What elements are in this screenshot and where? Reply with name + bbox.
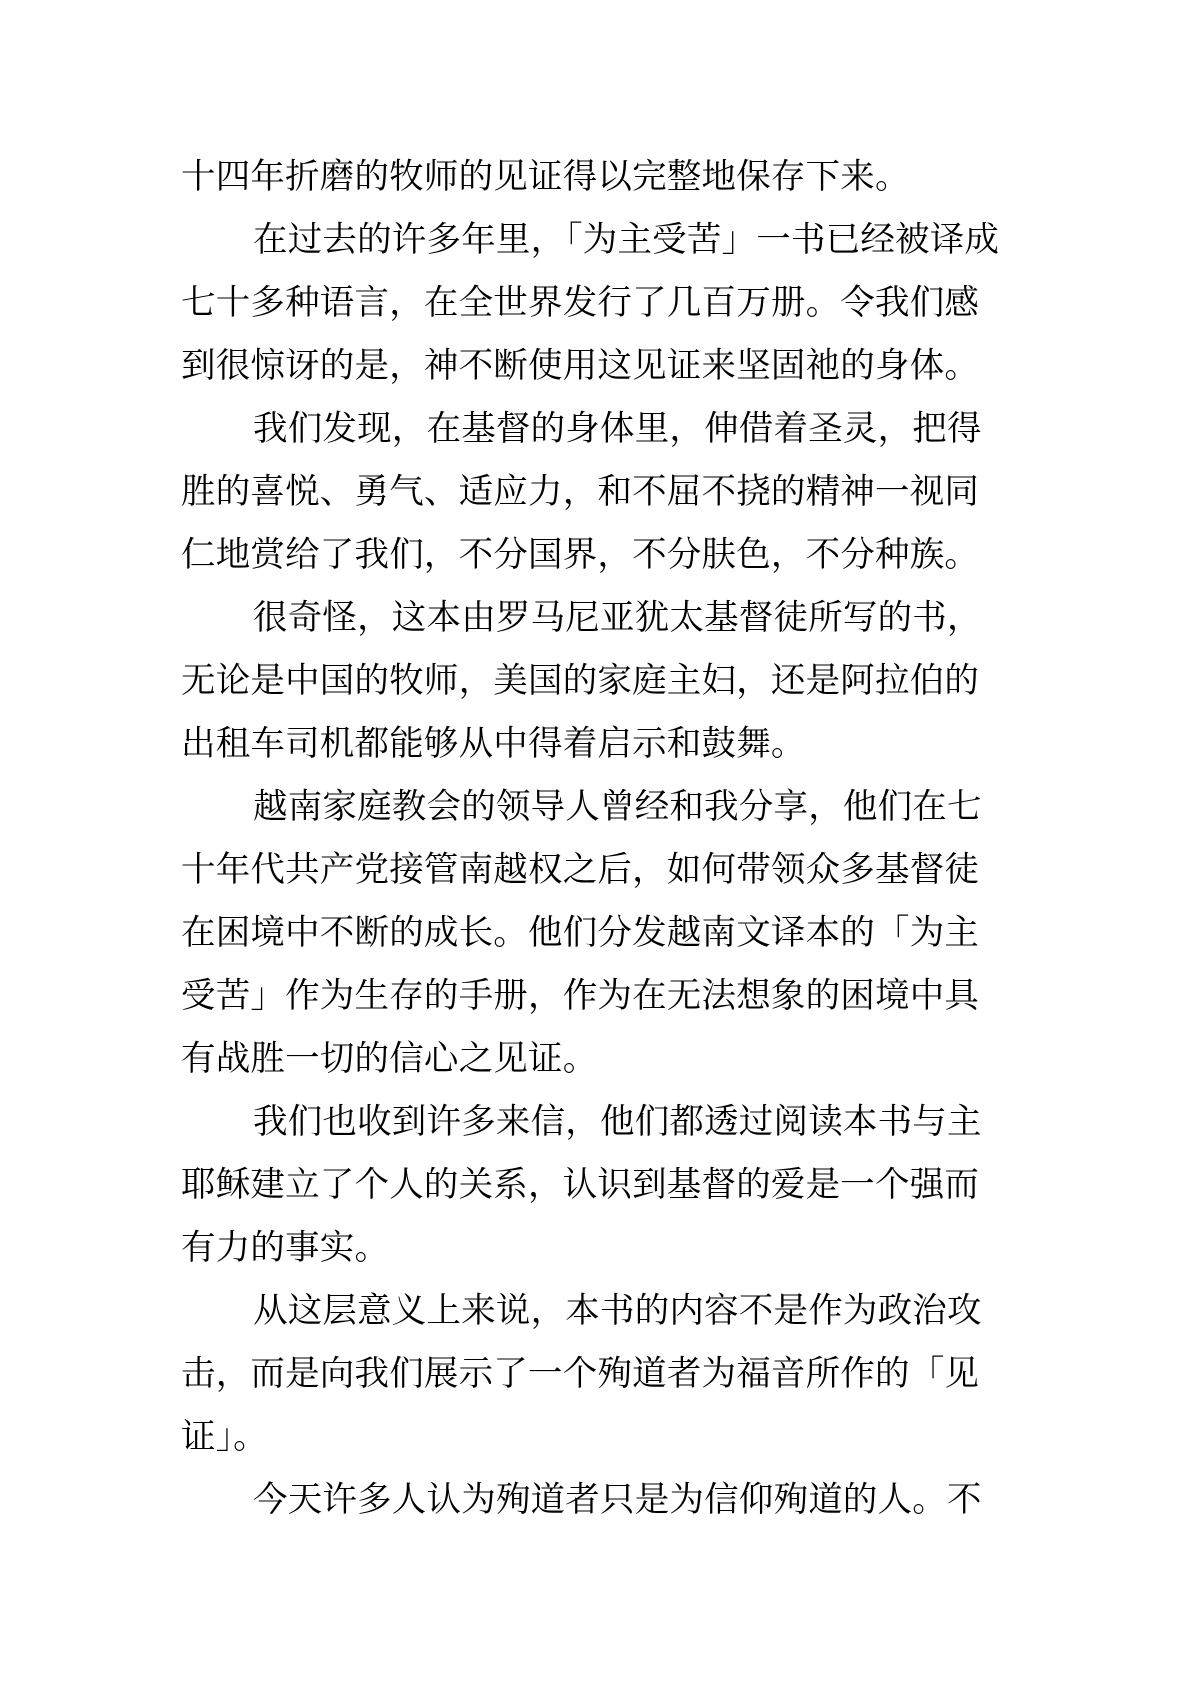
- text-line: 很奇怪，这本由罗马尼亚犹太基督徒所写的书，: [253, 598, 982, 638]
- text-line: 我们也收到许多来信，他们都透过阅读本书与主: [253, 1102, 982, 1142]
- body-text: [181, 146, 1021, 1532]
- text-line: 出租车司机都能够从中得着启示和鼓舞。: [181, 724, 806, 764]
- text-line: 有力的事实。: [181, 1228, 390, 1268]
- text-line: 七十多种语言，在全世界发行了几百万册。令我们感: [181, 283, 980, 323]
- text-line: 在困境中不断的成长。他们分发越南文译本的「为主: [181, 913, 980, 953]
- text-line: 越南家庭教会的领导人曾经和我分享，他们在七: [253, 787, 982, 827]
- text-line: 从这层意义上来说，本书的内容不是作为政治攻: [253, 1291, 982, 1331]
- text-line: 十四年折磨的牧师的见证得以完整地保存下来。: [181, 157, 910, 197]
- text-line: 击，而是向我们展示了一个殉道者为福音所作的「见: [181, 1354, 980, 1394]
- text-line: 在过去的许多年里，「为主受苦」一书已经被译成: [253, 220, 1000, 260]
- text-line: 耶稣建立了个人的关系，认识到基督的爱是一个强而: [181, 1165, 980, 1205]
- text-line: 无论是中国的牧师，美国的家庭主妇，还是阿拉伯的: [181, 661, 980, 701]
- text-line: 有战胜一切的信心之见证。: [181, 1039, 598, 1079]
- text-line: 证」。: [181, 1417, 268, 1457]
- text-line: 仁地赏给了我们，不分国界，不分肤色，不分种族。: [181, 535, 980, 575]
- text-line: 胜的喜悦、勇气、适应力，和不屈不挠的精神一视同: [181, 472, 980, 512]
- text-line: 我们发现，在基督的身体里，伸借着圣灵，把得: [253, 409, 982, 449]
- text-line: 今天许多人认为殉道者只是为信仰殉道的人。不: [253, 1480, 982, 1520]
- text-line: 受苦」作为生存的手册，作为在无法想象的困境中具: [181, 976, 980, 1016]
- text-line: 到很惊讶的是，神不断使用这见证来坚固祂的身体。: [181, 346, 980, 386]
- text-line: 十年代共产党接管南越权之后，如何带领众多基督徒: [181, 850, 980, 890]
